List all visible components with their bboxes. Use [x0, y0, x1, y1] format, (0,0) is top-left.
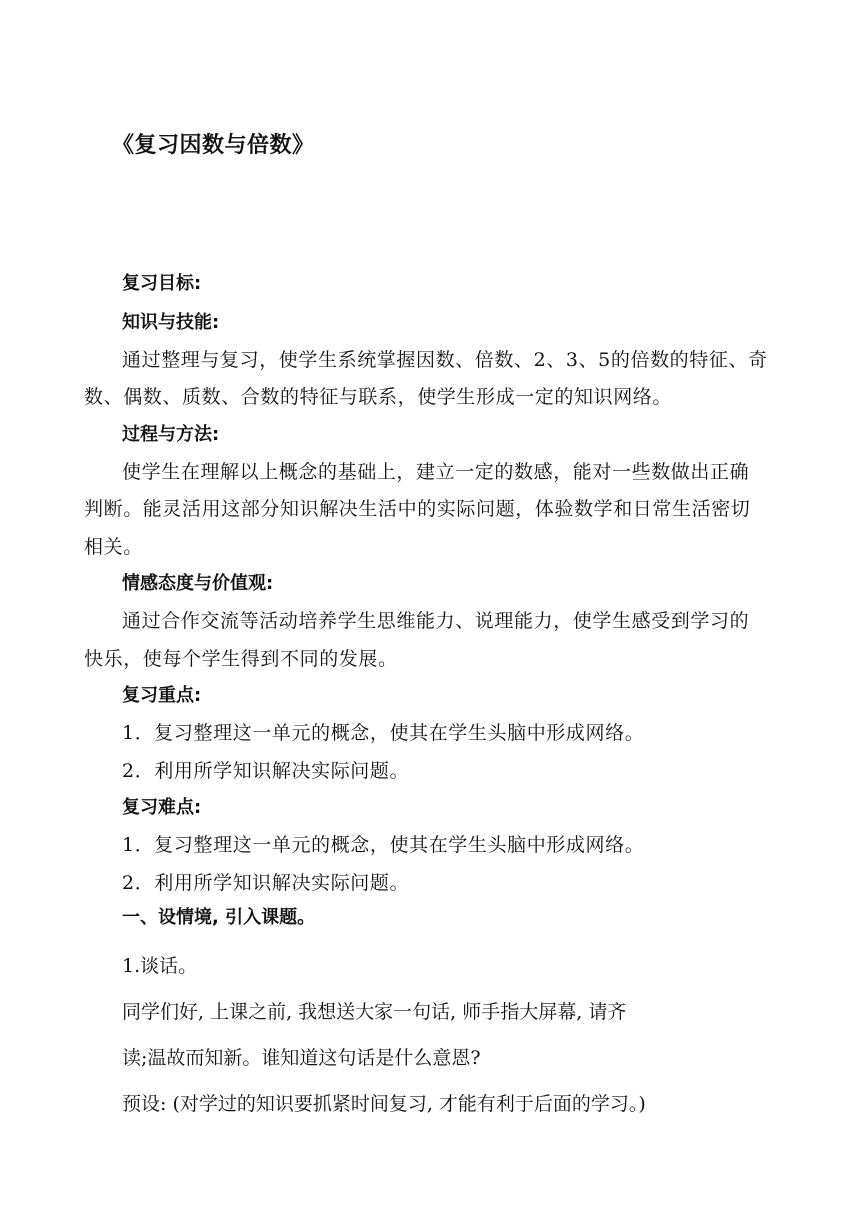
key-point-item-2: 2．利用所学知识解决实际问题。: [122, 760, 410, 782]
difficulty-item-2: 2．利用所学知识解决实际问题。: [122, 872, 410, 894]
preset-text: 预设: (对学过的知识要抓紧时间复习, 才能有利于后面的学习。): [122, 1093, 646, 1115]
section-1-heading: 一、设情境, 引入课题。: [122, 907, 316, 928]
knowledge-heading: 知识与技能:: [122, 312, 220, 333]
emotion-heading: 情感态度与价值观:: [122, 573, 274, 594]
process-text-line-3: 相关。: [84, 536, 143, 558]
key-points-heading: 复习重点:: [122, 685, 202, 706]
process-text-line-2: 判断。能灵活用这部分知识解决生活中的实际问题，体验数学和日常生活密切: [84, 498, 751, 520]
key-point-item-1: 1．复习整理这一单元的概念，使其在学生头脑中形成网络。: [122, 722, 645, 744]
process-text-line-1: 使学生在理解以上概念的基础上，建立一定的数感，能对一些数做出正确: [122, 461, 750, 483]
knowledge-text-line-1: 通过整理与复习，使学生系统掌握因数、倍数、2、3、5的倍数的特征、奇: [122, 349, 768, 371]
emotion-text-line-2: 快乐，使每个学生得到不同的发展。: [84, 648, 398, 670]
knowledge-text-line-2: 数、偶数、质数、合数的特征与联系，使学生形成一定的知识网络。: [84, 386, 673, 408]
emotion-text-line-1: 通过合作交流等活动培养学生思维能力、说理能力，使学生感受到学习的: [122, 610, 750, 632]
difficulties-heading: 复习难点:: [122, 797, 202, 818]
objectives-heading: 复习目标:: [122, 273, 202, 294]
talk-text-line-2: 读;温故而知新。谁知道这句话是什么意恩?: [122, 1047, 481, 1069]
difficulty-item-1: 1．复习整理这一单元的概念，使其在学生头脑中形成网络。: [122, 834, 645, 856]
talk-heading: 1.谈话。: [122, 955, 198, 977]
talk-text-line-1: 同学们好, 上课之前, 我想送大家一句话, 师手指大屏幕, 请齐: [122, 1001, 627, 1023]
document-title: 《复习因数与倍数》: [112, 133, 315, 158]
process-heading: 过程与方法:: [122, 424, 220, 445]
